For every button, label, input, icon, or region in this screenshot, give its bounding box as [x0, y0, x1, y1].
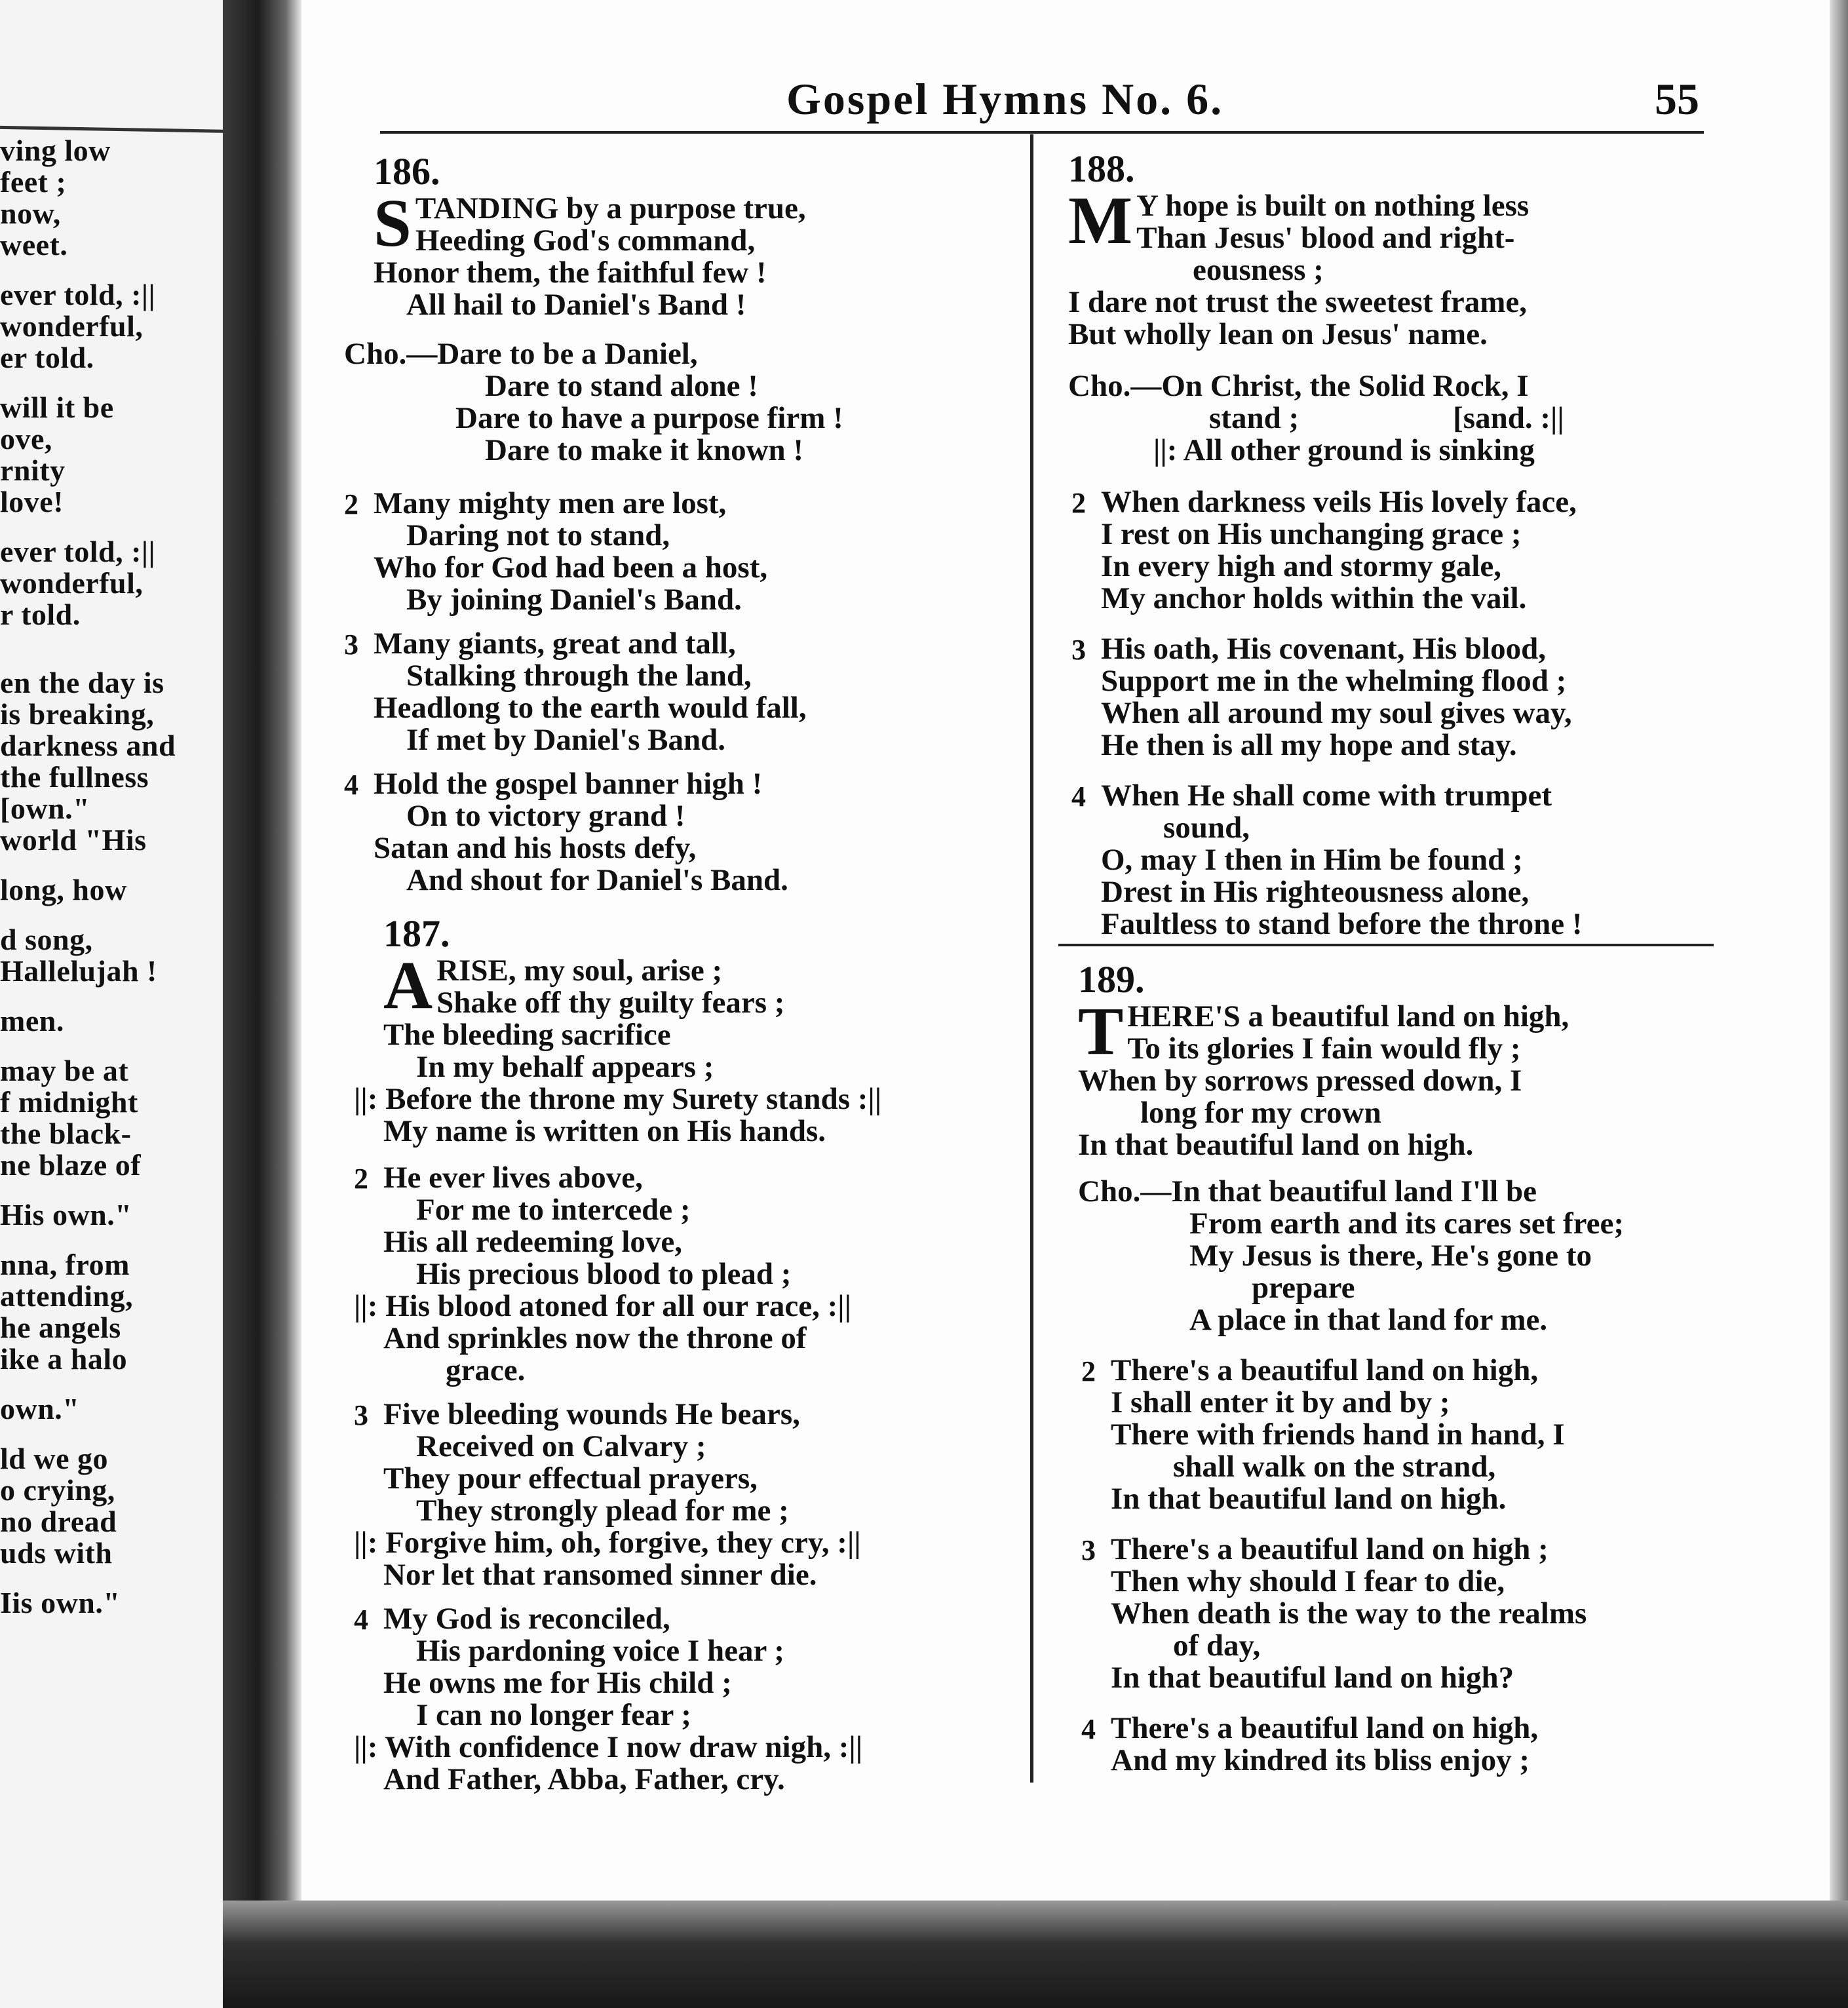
hymn-line: HERE'S a beautiful land on high, — [1127, 999, 1569, 1033]
hymn-line: Received on Calvary ; — [416, 1429, 706, 1463]
hymn-line: From earth and its cares set free; — [1189, 1207, 1625, 1241]
hymn-line: In my behalf appears ; — [416, 1050, 714, 1084]
hymn-line: There's a beautiful land on high, — [1111, 1711, 1539, 1745]
hymn-line: RISE, my soul, arise ; — [436, 954, 723, 988]
page-number: 55 — [1655, 74, 1699, 124]
hymn-line: My Jesus is there, He's gone to — [1189, 1239, 1592, 1273]
previous-page-line: will it be — [0, 391, 114, 424]
hymn-line: His precious blood to plead ; — [416, 1257, 792, 1291]
previous-page-line: ving low — [0, 134, 111, 167]
hymn-line: To its glories I fain would fly ; — [1127, 1032, 1521, 1066]
hymn-line: long for my crown — [1140, 1096, 1381, 1130]
hymn-line: His oath, His covenant, His blood, — [1101, 632, 1546, 666]
hymn-line: ||: His blood atoned for all our race, :|| — [354, 1289, 851, 1323]
chorus — [344, 338, 843, 467]
previous-page-line: the fullness — [0, 760, 149, 794]
hymn-line: prepare — [1252, 1271, 1355, 1305]
previous-page-line: is breaking, — [0, 697, 155, 731]
hymn-line: My God is reconciled, — [383, 1602, 670, 1636]
verse-3 — [344, 627, 843, 757]
verse-number: 4 — [344, 769, 358, 801]
hymn-line: Dare to be a Daniel, — [437, 337, 698, 371]
chorus — [1078, 1176, 1624, 1336]
hymn-line: stand ; [sand. :|| — [1209, 401, 1564, 435]
hymn-189 — [1078, 960, 1624, 1777]
hymn-line: They strongly plead for me ; — [416, 1494, 789, 1528]
verse-number: 4 — [354, 1604, 368, 1636]
book-bottom-edge — [223, 1901, 1848, 2008]
hymn-line: The bleeding sacrifice — [383, 1018, 671, 1052]
hymn-line: Dare to stand alone ! — [485, 369, 758, 403]
header-rule — [380, 131, 1704, 134]
chorus-label: Cho.— — [1068, 369, 1162, 403]
previous-page-line: uds with — [0, 1536, 113, 1570]
page-edge-right — [1830, 0, 1848, 2008]
hymn-line: In that beautiful land I'll be — [1171, 1174, 1537, 1208]
hymn-line: Five bleeding wounds He bears, — [383, 1397, 800, 1431]
hymn-number: 186. — [374, 150, 440, 193]
previous-page-line: wonderful, — [0, 309, 144, 343]
verse-number: 2 — [1071, 487, 1086, 519]
previous-page-line: attending, — [0, 1279, 134, 1313]
verse-2 — [1071, 485, 1583, 615]
hymn-line: My anchor holds within the vail. — [1101, 581, 1527, 615]
verse-3 — [1071, 632, 1583, 762]
hymn-line: He then is all my hope and stay. — [1101, 728, 1517, 762]
drop-cap: S — [374, 185, 412, 261]
hymn-line: In every high and stormy gale, — [1101, 549, 1501, 583]
previous-page-line: nna, from — [0, 1248, 130, 1281]
hymn-line: My name is written on His hands. — [383, 1114, 826, 1148]
previous-page-line: r told. — [0, 598, 81, 631]
hymn-line: There's a beautiful land on high ; — [1111, 1532, 1549, 1566]
hymn-line: eousness ; — [1193, 253, 1324, 287]
chorus-label: Cho.— — [344, 337, 438, 371]
previous-page-line: f midnight — [0, 1085, 138, 1119]
hymn-line: When all around my soul gives way, — [1101, 696, 1572, 730]
previous-page-line: ever told, :|| — [0, 535, 156, 568]
hymn-line: Heeding God's command, — [415, 223, 756, 258]
verse-number: 2 — [344, 488, 358, 520]
hymn-line: Many giants, great and tall, — [374, 627, 736, 661]
hymn-line: of day, — [1173, 1629, 1261, 1663]
verse-2 — [1081, 1353, 1624, 1516]
hymn-line: TANDING by a purpose true, — [415, 191, 806, 225]
hymn-line: sound, — [1163, 811, 1250, 845]
previous-page-line: His own." — [0, 1198, 132, 1231]
hymn-186 — [344, 150, 843, 897]
previous-page-line: o crying, — [0, 1473, 115, 1507]
hymn-line: In that beautiful land on high? — [1111, 1661, 1514, 1695]
verse-number: 2 — [354, 1163, 368, 1195]
previous-page-line: love! — [0, 485, 64, 518]
hymn-187 — [354, 912, 882, 1796]
hymn-line: shall walk on the strand, — [1173, 1450, 1496, 1484]
hymn-line: I can no longer fear ; — [416, 1698, 691, 1732]
verse-number: 2 — [1081, 1355, 1096, 1387]
book-gutter — [223, 0, 301, 2008]
hymn-line: Dare to have a purpose firm ! — [455, 401, 843, 435]
verse-number: 4 — [1071, 781, 1086, 813]
hymn-line: Headlong to the earth would fall, — [374, 691, 807, 725]
previous-page-line: rnity — [0, 454, 66, 487]
hymn-line: When He shall come with trumpet — [1101, 779, 1552, 813]
hymn-line: On to victory grand ! — [406, 799, 685, 833]
previous-page-line: weet. — [0, 228, 68, 261]
hymn-line: ||: All other ground is sinking — [1153, 433, 1535, 467]
verse-number: 3 — [1071, 634, 1086, 666]
previous-page-line: he angels — [0, 1311, 121, 1344]
column-divider — [1030, 134, 1033, 1783]
hymn-line: Drest in His righteousness alone, — [1101, 875, 1530, 909]
hymn-line: When darkness veils His lovely face, — [1101, 485, 1577, 519]
verse-3 — [1081, 1532, 1624, 1695]
hymn-number: 188. — [1068, 147, 1135, 190]
hymn-line: When by sorrows pressed down, I — [1078, 1064, 1522, 1098]
hymn-line: By joining Daniel's Band. — [406, 583, 742, 617]
hymn-line: And my kindred its bliss enjoy ; — [1111, 1743, 1530, 1777]
page-title: Gospel Hymns No. 6. — [786, 74, 1224, 124]
previous-page-line: now, — [0, 197, 61, 230]
previous-page-line: own." — [0, 1392, 80, 1425]
previous-page-line: ne blaze of — [0, 1148, 142, 1182]
hymn-line: Dare to make it known ! — [485, 433, 804, 467]
hymn-line: And Father, Abba, Father, cry. — [383, 1762, 785, 1796]
verse-2 — [354, 1161, 881, 1387]
verse-4 — [1071, 779, 1583, 941]
previous-page-line: en the day is — [0, 666, 164, 699]
hymn-line: Who for God had been a host, — [374, 550, 768, 585]
hymn-number: 187. — [383, 912, 450, 955]
verse-number: 4 — [1081, 1713, 1096, 1745]
previous-page-line: ove, — [0, 422, 52, 455]
verse-3 — [354, 1397, 881, 1592]
hymn-line: ||: Forgive him, oh, forgive, they cry, :|| — [354, 1526, 861, 1560]
previous-page-line: men. — [0, 1004, 64, 1037]
hymn-line: Shake off thy guilty fears ; — [436, 986, 785, 1020]
previous-page-line: er told. — [0, 341, 94, 374]
hymn-line: He owns me for His child ; — [383, 1666, 732, 1700]
verse-number: 3 — [1081, 1534, 1096, 1566]
previous-page-line: Iis own." — [0, 1586, 121, 1619]
hymn-line: He ever lives above, — [383, 1161, 643, 1195]
hymn-line: Satan and his hosts defy, — [374, 831, 697, 865]
previous-page-line: may be at — [0, 1054, 129, 1087]
previous-page-line: the black- — [0, 1117, 132, 1150]
previous-page-edge — [0, 0, 226, 2008]
hymn-line: O, may I then in Him be found ; — [1101, 843, 1523, 877]
previous-page-rule — [0, 126, 226, 133]
hymn-line: Honor them, the faithful few ! — [374, 256, 767, 290]
hymn-line: His pardoning voice I hear ; — [416, 1634, 784, 1668]
previous-page-line: Hallelujah ! — [0, 954, 157, 988]
hymn-line: They pour effectual prayers, — [383, 1461, 758, 1496]
hymn-line: When death is the way to the realms — [1111, 1596, 1587, 1631]
verse-number: 3 — [344, 628, 358, 661]
verse-number: 3 — [354, 1399, 368, 1431]
drop-cap: M — [1068, 183, 1133, 258]
hymn-line: A place in that land for me. — [1189, 1303, 1548, 1337]
previous-page-line: darkness and — [0, 729, 176, 762]
hymn-line: But wholly lean on Jesus' name. — [1068, 317, 1488, 351]
verse-4 — [1081, 1711, 1624, 1777]
verse-4 — [344, 767, 843, 897]
hymn-line: On Christ, the Solid Rock, I — [1161, 369, 1529, 403]
hymn-line: Nor let that ransomed sinner die. — [383, 1558, 817, 1592]
previous-page-line: d song, — [0, 923, 93, 956]
hymn-line: I rest on His unchanging grace ; — [1101, 517, 1522, 551]
hymn-188 — [1068, 149, 1583, 940]
previous-page-line: long, how — [0, 873, 127, 906]
hymn-line: His all redeeming love, — [383, 1225, 683, 1259]
hymn-line: Daring not to stand, — [406, 518, 670, 552]
hymn-line: Stalking through the land, — [406, 659, 752, 693]
hymn-separator-rule — [1058, 944, 1714, 946]
previous-page-line: no dread — [0, 1505, 117, 1538]
hymn-line: If met by Daniel's Band. — [406, 723, 726, 757]
previous-page-line: ld we go — [0, 1442, 108, 1475]
hymn-line: ||: With confidence I now draw nigh, :|| — [354, 1730, 863, 1764]
verse-2 — [344, 486, 843, 617]
hymn-line: Hold the gospel banner high ! — [374, 767, 763, 801]
hymn-line: And shout for Daniel's Band. — [406, 863, 788, 897]
hymn-line: ||: Before the throne my Surety stands :|| — [354, 1082, 882, 1116]
previous-page-line: feet ; — [0, 165, 67, 199]
previous-page-line: world "His — [0, 823, 147, 857]
previous-page-line: wonderful, — [0, 566, 144, 600]
drop-cap: T — [1078, 994, 1124, 1069]
hymn-line: Many mighty men are lost, — [374, 486, 727, 520]
drop-cap: A — [383, 948, 433, 1023]
hymn-line: There's a beautiful land on high, — [1111, 1353, 1539, 1387]
hymn-line: Than Jesus' blood and right- — [1136, 221, 1515, 255]
hymn-line: In that beautiful land on high. — [1078, 1128, 1474, 1162]
hymn-line: For me to intercede ; — [416, 1193, 691, 1227]
hymn-line: Then why should I fear to die, — [1111, 1564, 1505, 1598]
hymn-line: In that beautiful land on high. — [1111, 1482, 1507, 1516]
chorus-label: Cho.— — [1078, 1174, 1172, 1208]
hymn-line: All hail to Daniel's Band ! — [406, 288, 746, 322]
hymn-line: There with friends hand in hand, I — [1111, 1418, 1565, 1452]
chorus — [1068, 370, 1583, 467]
verse-4 — [354, 1602, 881, 1796]
hymn-line: grace. — [446, 1353, 526, 1387]
hymn-number: 189. — [1078, 958, 1145, 1001]
hymn-line: I dare not trust the sweetest frame, — [1068, 285, 1528, 319]
hymn-line: Faultless to stand before the throne ! — [1101, 907, 1583, 941]
previous-page-line: ever told, :|| — [0, 278, 156, 311]
hymn-line: And sprinkles now the throne of — [383, 1321, 807, 1355]
previous-page-line: [own." — [0, 792, 90, 825]
hymn-line: Support me in the whelming flood ; — [1101, 664, 1567, 698]
hymn-line: I shall enter it by and by ; — [1111, 1385, 1450, 1419]
previous-page-line: ike a halo — [0, 1342, 128, 1376]
hymn-line: Y hope is built on nothing less — [1136, 189, 1530, 223]
